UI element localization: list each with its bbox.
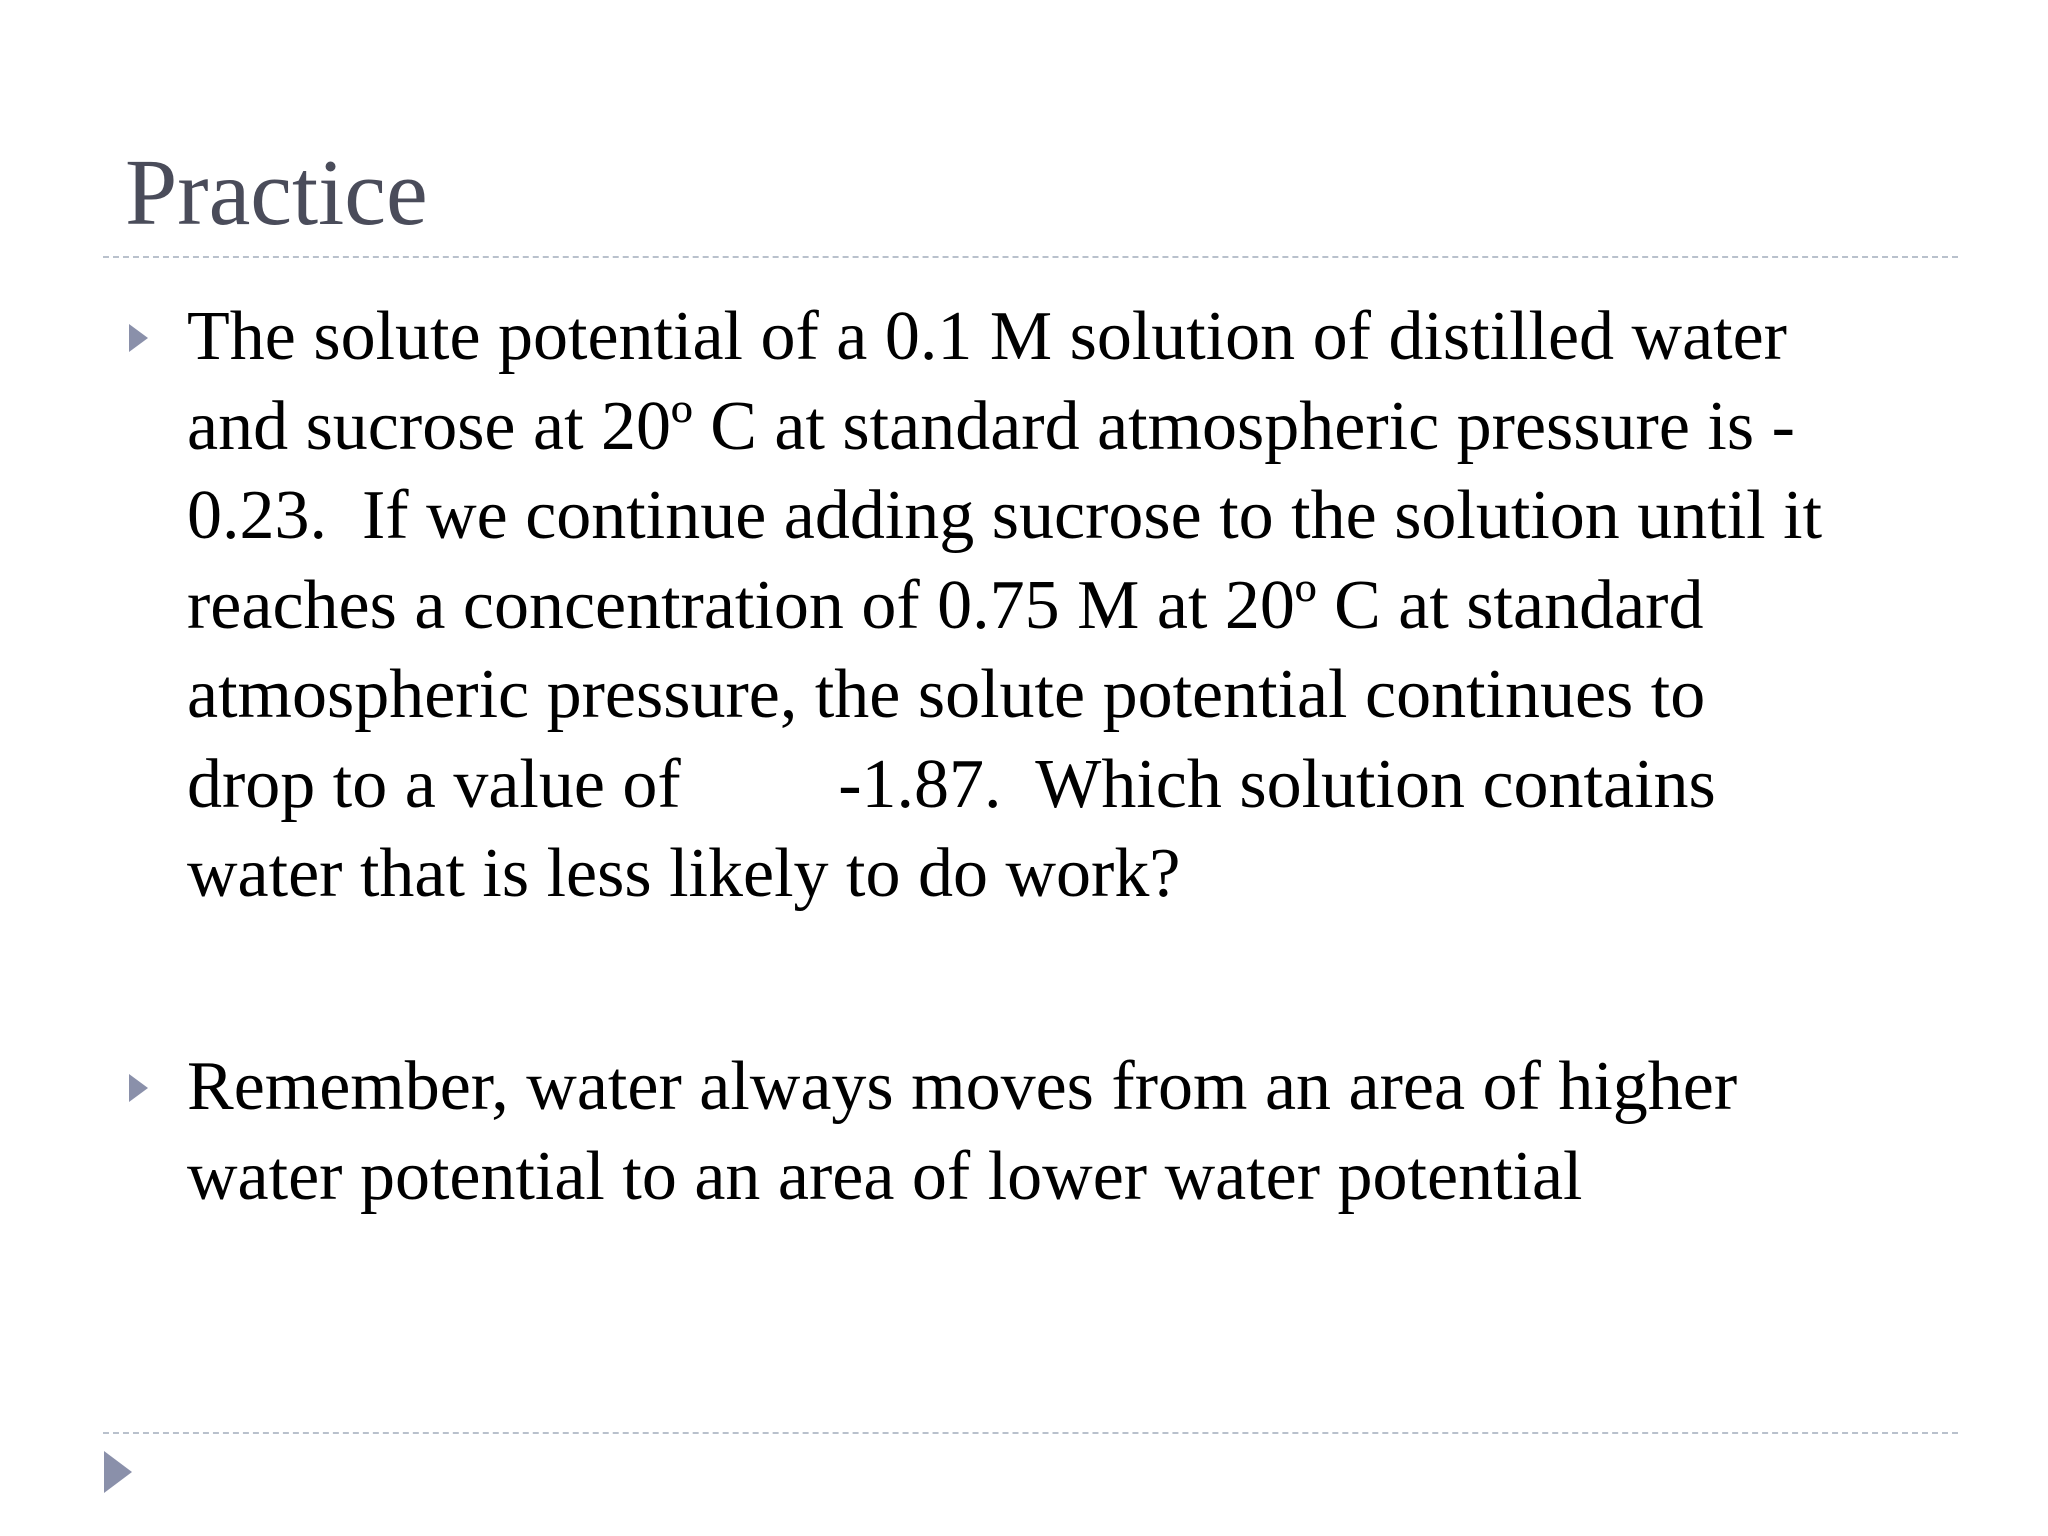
- bullet-text: [187, 1042, 2045, 1221]
- text-line: Remember, water always moves from an area of higher: [187, 1048, 1738, 1125]
- text-line: atmospheric pressure, the solute potential continues to: [187, 656, 1706, 733]
- text-line: water potential to an area of lower water potential: [187, 1137, 1583, 1215]
- text-line: 0.23. If we continue adding sucrose to the solution until it: [187, 477, 1823, 554]
- title-divider: [103, 256, 1958, 258]
- footer-divider: [103, 1432, 1958, 1434]
- text-line: reaches a concentration of 0.75 M at 20º C at standard: [187, 566, 1704, 644]
- triangle-arrow-icon: [104, 1451, 132, 1493]
- bullet-text: [187, 292, 2045, 919]
- text-line: The solute potential of a 0.1 M solution of distilled water: [187, 298, 1787, 375]
- text-line: and sucrose at 20º C at standard atmospheric pressure is -: [187, 387, 1795, 465]
- text-line: drop to a value of -1.87. Which solution contains: [187, 745, 1716, 823]
- triangle-bullet-icon: [129, 1074, 148, 1102]
- text-line: water that is less likely to do work?: [187, 835, 1181, 912]
- slide-title: Practice: [125, 141, 428, 245]
- triangle-bullet-icon: [129, 324, 148, 352]
